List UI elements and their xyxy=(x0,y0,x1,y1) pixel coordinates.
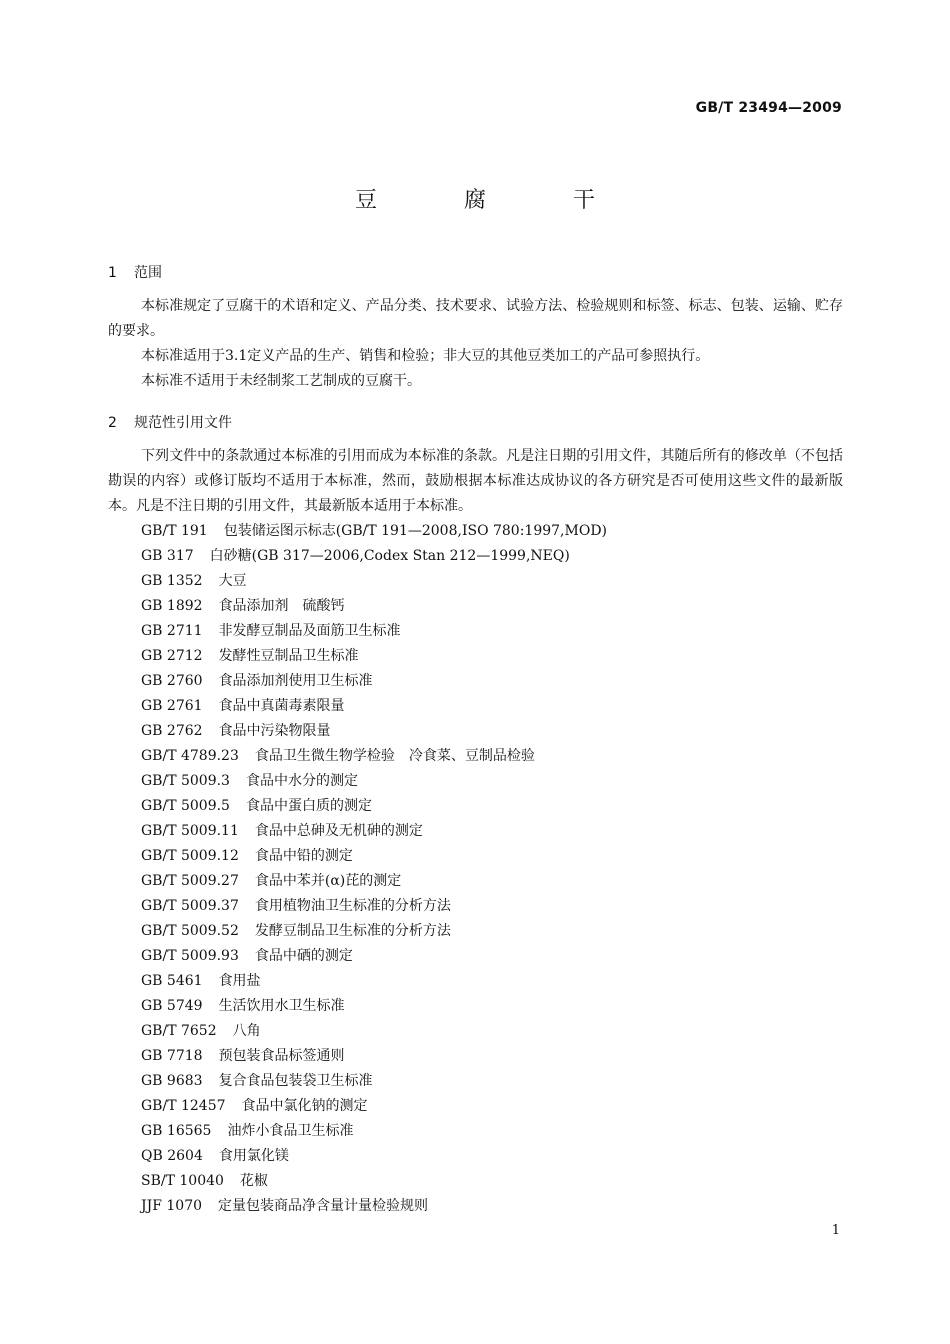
reference-item xyxy=(141,544,570,569)
reference-code: GB 1892 xyxy=(141,598,203,614)
reference-code: GB 2712 xyxy=(141,648,203,664)
reference-code: GB/T 5009.93 xyxy=(141,948,239,964)
reference-title: 食品中硒的测定 xyxy=(254,948,353,964)
reference-code: GB 7718 xyxy=(141,1048,203,1064)
document-title: 豆 腐 干 xyxy=(355,188,635,213)
reference-code: GB/T 7652 xyxy=(141,1023,217,1039)
section-title: 规范性引用文件 xyxy=(134,415,232,431)
reference-title: 食品添加剂使用卫生标准 xyxy=(218,673,373,689)
reference-code: GB/T 5009.52 xyxy=(141,923,239,939)
reference-item xyxy=(141,869,401,894)
reference-item xyxy=(141,669,373,694)
reference-code: GB 16565 xyxy=(141,1123,212,1139)
section-number: 2 xyxy=(108,415,117,431)
reference-title: 食品中总砷及无机砷的测定 xyxy=(254,823,423,839)
reference-title: 食用盐 xyxy=(218,973,261,989)
section-1-heading xyxy=(108,262,162,282)
reference-item xyxy=(141,594,345,619)
reference-item xyxy=(141,1019,261,1044)
reference-code: GB 5461 xyxy=(141,973,203,989)
reference-title: 发酵性豆制品卫生标准 xyxy=(218,648,359,664)
reference-item xyxy=(141,1194,428,1219)
reference-item xyxy=(141,944,353,969)
reference-code: GB/T 5009.37 xyxy=(141,898,239,914)
reference-title: 食用氯化镁 xyxy=(218,1148,289,1164)
section-number: 1 xyxy=(108,265,117,281)
scope-paragraph-2: 本标准适用于3.1定义产品的生产、销售和检验；非大豆的其他豆类加工的产品可参照执行。 xyxy=(141,348,710,364)
reference-code: GB 2762 xyxy=(141,723,203,739)
reference-item xyxy=(141,794,372,819)
reference-title: 食用植物油卫生标准的分析方法 xyxy=(254,898,451,914)
reference-code: GB/T 5009.5 xyxy=(141,798,230,814)
normative-references-intro: 下列文件中的条款通过本标准的引用而成为本标准的条款。凡是注日期的引用文件，其随后所有的修改单（不包括勘误的内容）或修订版均不适用于本标准，然而，鼓励根据本标准达成协议的各方研究是否可使用这些文件的最新版本。凡是不注日期的引用文件，其最新版本适用于本标准。 xyxy=(108,448,843,514)
scope-paragraph-1: 本标准规定了豆腐干的术语和定义、产品分类、技术要求、试验方法、检验规则和标签、标志、包装、运输、贮存的要求。 xyxy=(108,298,843,339)
reference-item xyxy=(141,994,345,1019)
reference-title: 花椒 xyxy=(239,1173,268,1189)
reference-code: GB/T 5009.3 xyxy=(141,773,230,789)
section-title: 范围 xyxy=(134,265,162,281)
page-number: 1 xyxy=(831,1223,840,1238)
reference-item xyxy=(141,1094,368,1119)
reference-code: GB 1352 xyxy=(141,573,203,589)
reference-title: 定量包装商品净含量计量检验规则 xyxy=(218,1198,429,1214)
scope-paragraph-3: 本标准不适用于未经制浆工艺制成的豆腐干。 xyxy=(141,373,421,389)
reference-title: 食品中氯化钠的测定 xyxy=(241,1098,368,1114)
reference-item xyxy=(141,519,607,544)
reference-item xyxy=(141,969,261,994)
reference-code: JJF 1070 xyxy=(141,1198,203,1214)
reference-code: GB/T 191 xyxy=(141,523,208,539)
reference-title: 八角 xyxy=(232,1023,261,1039)
reference-code: GB/T 5009.27 xyxy=(141,873,239,889)
reference-title: 食品中真菌毒素限量 xyxy=(218,698,345,714)
reference-title: 食品中污染物限量 xyxy=(218,723,331,739)
reference-code: GB/T 5009.11 xyxy=(141,823,239,839)
reference-code: GB 2761 xyxy=(141,698,203,714)
reference-item xyxy=(141,894,451,919)
reference-item xyxy=(141,844,353,869)
reference-title: 发酵豆制品卫生标准的分析方法 xyxy=(254,923,451,939)
reference-title: 白砂糖(GB 317—2006,Codex Stan 212—1999,NEQ) xyxy=(209,548,570,564)
reference-code: QB 2604 xyxy=(141,1148,203,1164)
reference-item xyxy=(141,1044,345,1069)
reference-item xyxy=(141,919,451,944)
reference-code: GB/T 4789.23 xyxy=(141,748,239,764)
reference-title: 包装储运图示标志(GB/T 191—2008,ISO 780:1997,MOD) xyxy=(223,523,608,539)
reference-item xyxy=(141,1169,268,1194)
reference-title: 食品中蛋白质的测定 xyxy=(245,798,372,814)
reference-title: 大豆 xyxy=(218,573,247,589)
reference-title: 食品卫生微生物学检验 冷食菜、豆制品检验 xyxy=(254,748,535,764)
reference-title: 油炸小食品卫生标准 xyxy=(227,1123,354,1139)
reference-code: GB 2760 xyxy=(141,673,203,689)
reference-item xyxy=(141,569,247,594)
reference-item xyxy=(141,719,331,744)
reference-item xyxy=(141,644,359,669)
reference-title: 食品中铅的测定 xyxy=(254,848,353,864)
reference-code: GB 9683 xyxy=(141,1073,203,1089)
reference-item xyxy=(141,1144,289,1169)
reference-code: GB/T 5009.12 xyxy=(141,848,239,864)
reference-item xyxy=(141,1119,353,1144)
reference-item xyxy=(141,619,401,644)
reference-item xyxy=(141,744,535,769)
reference-item xyxy=(141,819,423,844)
reference-code: GB 317 xyxy=(141,548,194,564)
reference-code: GB 5749 xyxy=(141,998,203,1014)
reference-title: 食品中苯并(α)芘的测定 xyxy=(254,873,402,889)
reference-title: 生活饮用水卫生标准 xyxy=(218,998,345,1014)
section-2-heading xyxy=(108,412,232,432)
reference-code: GB 2711 xyxy=(141,623,203,639)
reference-item xyxy=(141,694,345,719)
reference-title: 非发酵豆制品及面筋卫生标准 xyxy=(218,623,401,639)
reference-item xyxy=(141,769,358,794)
standard-code: GB/T 23494—2009 xyxy=(695,100,842,116)
reference-item xyxy=(141,1069,373,1094)
reference-code: SB/T 10040 xyxy=(141,1173,224,1189)
reference-title: 预包装食品标签通则 xyxy=(218,1048,345,1064)
reference-title: 食品添加剂 硫酸钙 xyxy=(218,598,345,614)
reference-code: GB/T 12457 xyxy=(141,1098,226,1114)
reference-title: 复合食品包装袋卫生标准 xyxy=(218,1073,373,1089)
reference-title: 食品中水分的测定 xyxy=(245,773,358,789)
